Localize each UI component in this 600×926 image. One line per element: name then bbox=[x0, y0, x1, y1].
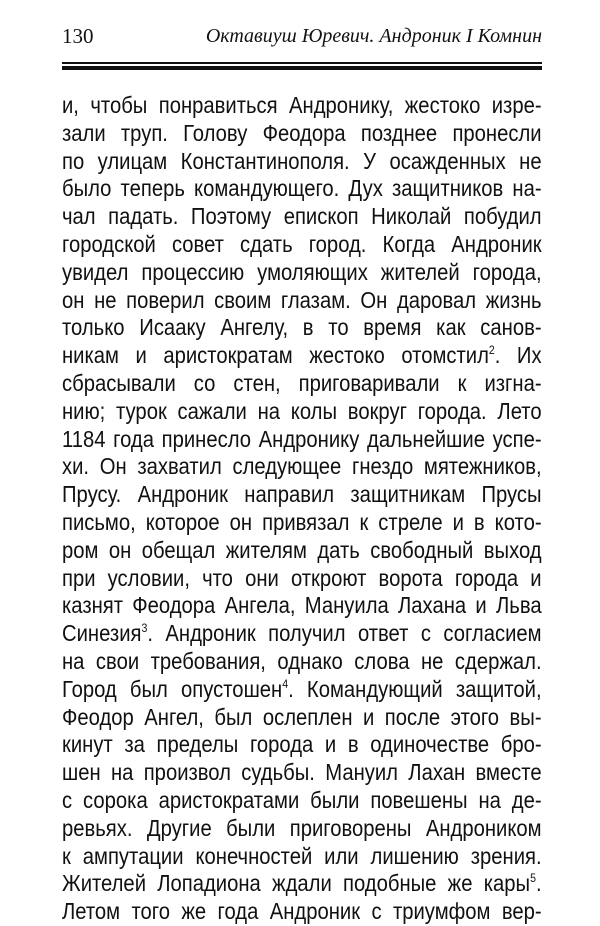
line-text: казнят Феодора Ангела, Мануила Лахана и Льва bbox=[62, 592, 542, 619]
footnote-marker: 2 bbox=[488, 343, 495, 358]
line-text: Летом того же года Андроник с триумфом вер- bbox=[62, 898, 542, 925]
line-text-continued: . Андроник получил ответ с согласием bbox=[147, 620, 542, 647]
running-title: Октавиуш Юревич. Андроник I Комнин bbox=[205, 25, 542, 47]
running-header bbox=[62, 24, 542, 50]
header-rule-thin bbox=[62, 62, 542, 64]
header-rule-thick bbox=[62, 66, 542, 70]
text-line bbox=[62, 453, 542, 481]
line-text: хи. Он захватил следующее гнездо мятежников, bbox=[62, 453, 542, 480]
text-line bbox=[62, 565, 542, 593]
line-text: было теперь командующего. Дух защитников на- bbox=[62, 175, 542, 202]
line-text: по улицам Константинополя. У осажденных не bbox=[62, 147, 542, 174]
line-text-continued: . Их bbox=[494, 342, 542, 369]
text-line bbox=[62, 92, 542, 120]
line-text: только Исааку Ангелу, в то время как санов- bbox=[62, 314, 542, 341]
text-line bbox=[62, 815, 542, 843]
text-line bbox=[62, 537, 542, 565]
text-line bbox=[62, 787, 542, 815]
footnote-marker: 3 bbox=[141, 621, 148, 636]
text-line bbox=[62, 287, 542, 315]
line-text: на свои требования, однако слова не сдержал. bbox=[62, 647, 542, 674]
text-line bbox=[62, 620, 542, 648]
line-text-continued: . bbox=[535, 870, 542, 897]
line-text: чал падать. Поэтому епископ Николай побудил bbox=[62, 203, 542, 230]
line-text: кинут за пределы города и в одиночестве бро- bbox=[62, 731, 542, 758]
line-text: Жителей Лопадиона ждали подобные же кары bbox=[62, 870, 531, 897]
line-text: нию; турок сажали на колы вокруг города. Лето bbox=[62, 397, 542, 424]
line-text: Прусу. Андроник направил защитникам Прусы bbox=[62, 481, 542, 508]
line-text: сбрасывали со стен, приговаривали к изгна- bbox=[62, 369, 542, 396]
line-text: с сорока аристократами были повешены на де- bbox=[62, 786, 542, 813]
text-line bbox=[62, 759, 542, 787]
text-line bbox=[62, 481, 542, 509]
line-text: при условии, что они откроют ворота города и bbox=[62, 564, 542, 591]
text-line bbox=[62, 676, 542, 704]
line-text: к ампутации конечностей или лишению зрения. bbox=[62, 842, 542, 869]
text-line bbox=[62, 120, 542, 148]
line-text: письмо, которое он привязал к стреле и в кото- bbox=[62, 508, 542, 535]
page-number: 130 bbox=[62, 24, 94, 48]
text-line bbox=[62, 870, 542, 898]
text-line bbox=[62, 203, 542, 231]
text-line bbox=[62, 731, 542, 759]
text-line bbox=[62, 398, 542, 426]
line-text: ром он обещал жителям дать свободный выход bbox=[62, 536, 542, 563]
line-text: и, чтобы понравиться Андронику, жестоко изре- bbox=[62, 92, 542, 118]
line-text: Синезия bbox=[62, 620, 142, 647]
line-text: он не поверил своим глазам. Он даровал жизнь bbox=[62, 286, 542, 313]
footnote-marker: 4 bbox=[282, 676, 289, 691]
line-text: никам и аристократам жестоко отомстил bbox=[62, 342, 489, 369]
line-text: шен на произвол судьбы. Мануил Лахан вместе bbox=[62, 759, 542, 786]
line-text-continued: . Командующий защитой, bbox=[288, 675, 542, 702]
text-line bbox=[62, 426, 542, 454]
text-line bbox=[62, 843, 542, 871]
line-text: зали труп. Голову Феодора позднее пронесли bbox=[62, 119, 542, 146]
line-text: Феодор Ангел, был ослеплен и после этого вы- bbox=[62, 703, 542, 730]
text-line bbox=[62, 175, 542, 203]
footnote-marker: 5 bbox=[530, 871, 536, 886]
body-text bbox=[62, 92, 542, 926]
line-text: 1184 года принесло Андронику дальнейшие успе- bbox=[62, 425, 542, 452]
text-line bbox=[62, 148, 542, 176]
text-line bbox=[62, 704, 542, 732]
line-text: городской совет сдать город. Когда Андроник bbox=[62, 230, 542, 257]
text-line bbox=[62, 314, 542, 342]
text-line bbox=[62, 898, 542, 926]
text-line bbox=[62, 370, 542, 398]
text-line bbox=[62, 231, 542, 259]
line-text: увидел процессию умоляющих жителей города, bbox=[62, 258, 542, 285]
line-text: Город был опустошен bbox=[62, 675, 283, 702]
text-line bbox=[62, 342, 542, 370]
line-text: ревьях. Другие были приговорены Андроником bbox=[62, 814, 542, 841]
text-line bbox=[62, 509, 542, 537]
text-line bbox=[62, 259, 542, 287]
text-line bbox=[62, 648, 542, 676]
text-line bbox=[62, 592, 542, 620]
